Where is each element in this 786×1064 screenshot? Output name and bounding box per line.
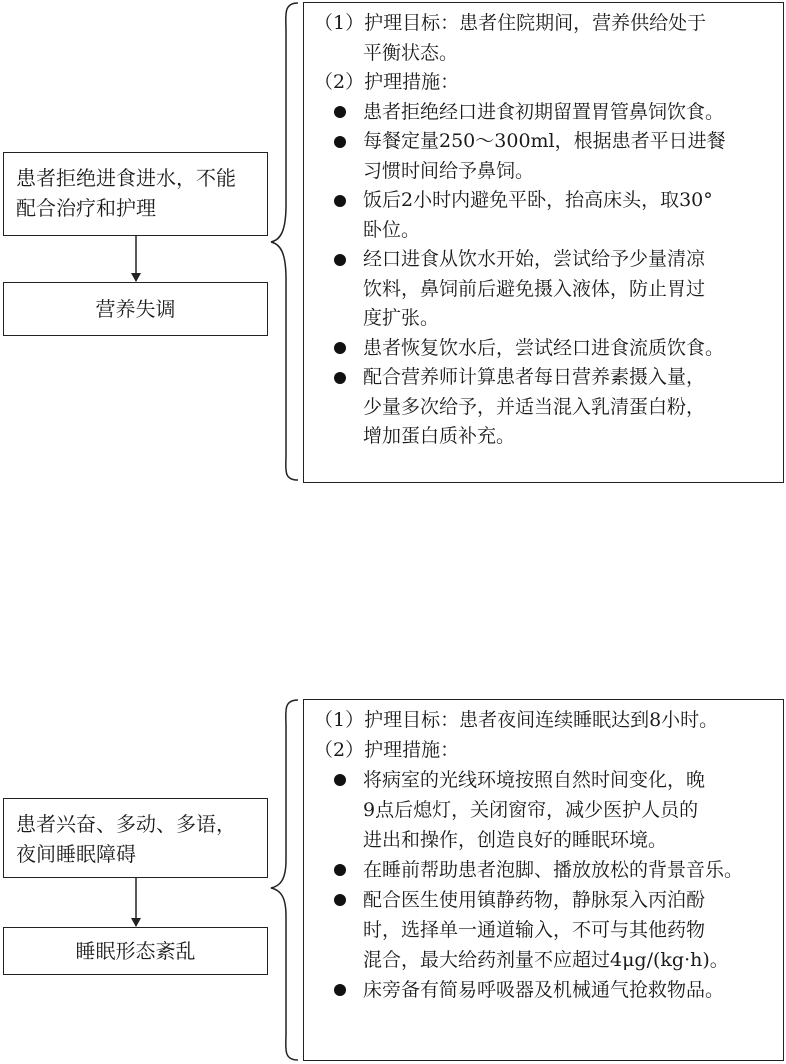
goal-num-1: （1） bbox=[314, 12, 365, 34]
bullet-text-line: 配合医生使用镇静药物，静脉泵入丙泊酚 bbox=[363, 889, 706, 911]
bullet-text-line: 度扩张。 bbox=[363, 307, 440, 329]
bullet-text-line: 在睡前帮助患者泡脚、播放放松的背景音乐。 bbox=[363, 859, 744, 881]
goal-text-1a: 护理目标：患者住院期间，营养供给处于 bbox=[364, 12, 707, 34]
problem-text-2b: 夜间睡眠障碍 bbox=[16, 842, 136, 866]
bullet-text-line: 9点后熄灯，关闭窗帘，减少医护人员的 bbox=[363, 799, 699, 821]
goal-text-1b: 平衡状态。 bbox=[363, 41, 459, 64]
bullet-text-line: 进出和操作，创造良好的睡眠环境。 bbox=[363, 829, 668, 851]
bullet-text-line: 将病室的光线环境按照自然时间变化，晚 bbox=[363, 769, 706, 791]
bullet-text-line: 患者拒绝经口进食初期留置胃管鼻饲饮食。 bbox=[363, 100, 725, 123]
bullet-text-line: 配合营养师计算患者每日营养素摄入量， bbox=[363, 366, 706, 388]
diagnosis-text-2: 睡眠形态紊乱 bbox=[75, 939, 196, 963]
problem-text-1: 患者拒绝进食进水，不能配合治疗和护理 bbox=[16, 166, 236, 220]
bullet-text-line: 增加蛋白质补充。 bbox=[363, 425, 516, 447]
bullet-text-line: 混合，最大给药剂量不应超过4μg/(kg·h)。 bbox=[363, 949, 729, 971]
bullet-text-line: 饮料，鼻饲前后避免摄入液体，防止胃过 bbox=[363, 277, 706, 300]
bullet-text-line: 卧位。 bbox=[363, 218, 421, 241]
bullet-text-line: 习惯时间给予鼻饲。 bbox=[363, 159, 535, 182]
measures-heading-1: （2）护理措施： bbox=[314, 71, 460, 93]
bullet-text-line: 时，选择单一通道输入，不可与其他药物 bbox=[363, 919, 706, 941]
goal-line-2: （1）护理目标：患者夜间连续睡眠达到8小时。 bbox=[314, 709, 719, 731]
brace-2 bbox=[271, 700, 298, 1060]
diagnosis-text-1: 营养失调 bbox=[95, 297, 176, 321]
bullet-text-line: 床旁备有简易呼吸器及机械通气抢救物品。 bbox=[363, 979, 725, 1001]
bullet-text-line: 每餐定量250～300ml，根据患者平日进餐 bbox=[363, 130, 726, 152]
bullet-text-line: 经口进食从饮水开始，尝试给予少量清凉 bbox=[363, 248, 706, 270]
problem-text-2a: 患者兴奋、多动、多语， bbox=[16, 812, 236, 836]
bullet-text-line: 饭后2小时内避免平卧，抬高床头，取30° bbox=[363, 189, 713, 211]
bullet-text-line: 少量多次给予，并适当混入乳清蛋白粉， bbox=[363, 395, 706, 418]
brace-1 bbox=[271, 3, 298, 480]
measures-heading-2: （2）护理措施： bbox=[314, 739, 460, 761]
bullet-text-line: 患者恢复饮水后，尝试经口进食流质饮食。 bbox=[363, 336, 725, 359]
